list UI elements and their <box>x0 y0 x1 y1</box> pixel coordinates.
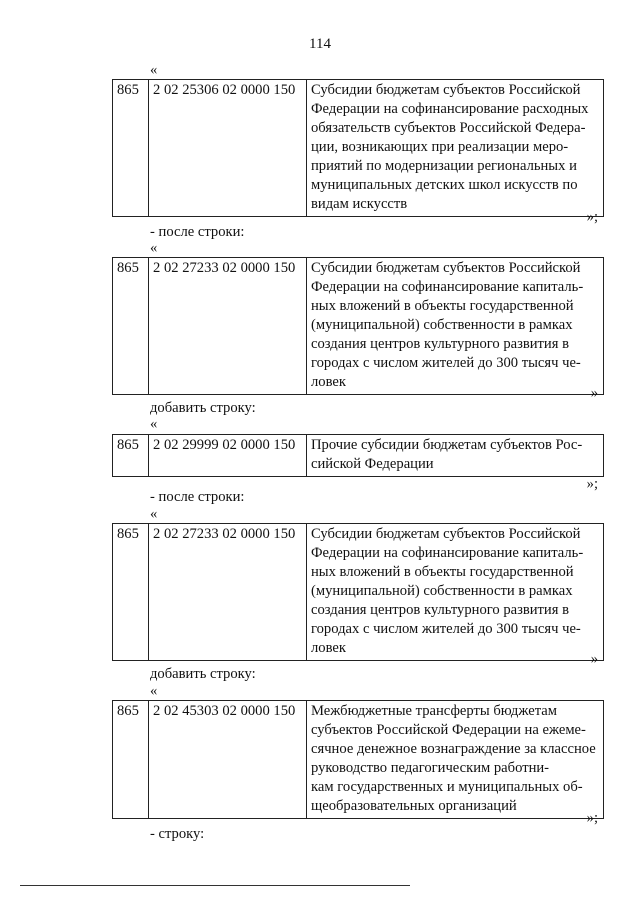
description-line: Федерации на софинансирование капиталь- <box>311 279 584 295</box>
description-cell <box>307 258 604 395</box>
description-line: Прочие субсидии бюджетам субъектов Рос- <box>311 437 583 453</box>
description-line: городах с числом жителей до 300 тысяч че- <box>311 621 581 637</box>
instruction-text: добавить строку: <box>150 400 256 416</box>
description-line: Федерации на софинансирование капиталь- <box>311 545 584 561</box>
instruction-text: - строку: <box>150 826 205 842</box>
admin-code-cell: 865 <box>113 258 149 395</box>
budget-table-row <box>112 700 604 819</box>
description-cell <box>307 524 604 661</box>
budget-table-row <box>112 434 604 477</box>
description-line: руководство педагогическим работни- <box>311 760 550 776</box>
close-quote: »; <box>586 209 598 225</box>
budget-code-cell: 2 02 27233 02 0000 150 <box>149 258 307 395</box>
open-quote: « <box>150 506 158 522</box>
description-line: видам искусств <box>311 196 408 212</box>
description-line: создания центров культурного развития в <box>311 336 569 352</box>
description-line: ных вложений в объекты государственной <box>311 564 574 580</box>
description-line: ции, возникающих при реализации меро- <box>311 139 569 155</box>
budget-code-cell: 2 02 27233 02 0000 150 <box>149 524 307 661</box>
description-line: щеобразовательных организаций <box>311 798 517 814</box>
page-number: 114 <box>309 36 331 52</box>
description-line: Межбюджетные трансферты бюджетам <box>311 703 557 719</box>
instruction-text: - после строки: <box>150 224 245 240</box>
close-quote: » <box>590 651 598 667</box>
budget-code-cell: 2 02 25306 02 0000 150 <box>149 80 307 217</box>
budget-table-row <box>112 79 604 217</box>
description-cell <box>307 80 604 217</box>
admin-code-cell: 865 <box>113 80 149 217</box>
description-line: сячное денежное вознаграждение за классное <box>311 741 596 757</box>
description-line: обязательств субъектов Российской Федера- <box>311 120 586 136</box>
close-quote: » <box>590 385 598 401</box>
footer-divider <box>20 885 410 886</box>
close-quote: »; <box>586 476 598 492</box>
description-line: ных вложений в объекты государственной <box>311 298 574 314</box>
description-line: Субсидии бюджетам субъектов Российской <box>311 260 581 276</box>
admin-code-cell: 865 <box>113 524 149 661</box>
description-cell <box>307 435 604 477</box>
admin-code-cell: 865 <box>113 435 149 477</box>
admin-code-cell: 865 <box>113 701 149 819</box>
open-quote: « <box>150 683 158 699</box>
description-line: приятий по модернизации региональных и <box>311 158 577 174</box>
close-quote: »; <box>586 810 598 826</box>
open-quote: « <box>150 240 158 256</box>
description-line: кам государственных и муниципальных об- <box>311 779 583 795</box>
instruction-text: добавить строку: <box>150 666 256 682</box>
open-quote: « <box>150 416 158 432</box>
budget-code-cell: 2 02 45303 02 0000 150 <box>149 701 307 819</box>
description-line: создания центров культурного развития в <box>311 602 569 618</box>
instruction-text: - после строки: <box>150 489 245 505</box>
description-line: Субсидии бюджетам субъектов Российской <box>311 526 581 542</box>
description-line: ловек <box>311 374 346 390</box>
description-line: Федерации на софинансирование расходных <box>311 101 589 117</box>
budget-code-cell: 2 02 29999 02 0000 150 <box>149 435 307 477</box>
open-quote: « <box>150 62 158 78</box>
description-line: (муниципальной) собственности в рамках <box>311 317 573 333</box>
description-line: городах с числом жителей до 300 тысяч че- <box>311 355 581 371</box>
budget-table-row <box>112 523 604 661</box>
description-cell <box>307 701 604 819</box>
description-line: субъектов Российской Федерации на ежеме- <box>311 722 586 738</box>
description-line: сийской Федерации <box>311 456 434 472</box>
description-line: Субсидии бюджетам субъектов Российской <box>311 82 581 98</box>
description-line: (муниципальной) собственности в рамках <box>311 583 573 599</box>
description-line: муниципальных детских школ искусств по <box>311 177 578 193</box>
budget-table-row <box>112 257 604 395</box>
description-line: ловек <box>311 640 346 656</box>
